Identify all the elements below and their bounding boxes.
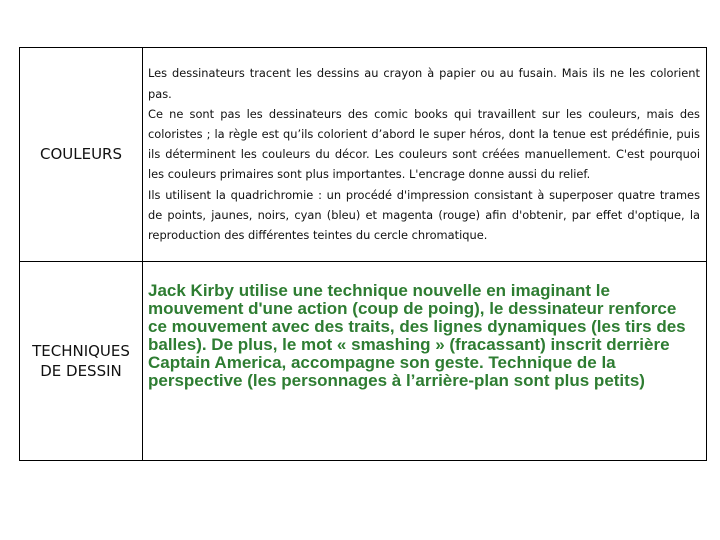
content-table: [19, 47, 707, 461]
table-row-techniques: [20, 261, 707, 460]
paragraph: Jack Kirby utilise une technique nouvelle en imaginant le mouvement d'une action (coup de poing), le dessinateur renforce ce mouvement avec des traits, des lignes dynamiques (les tirs des balles). De plus, le mot « smashing » (fracassant) inscrit derrière Captain America, accompagne son geste. Technique de la perspective (les personnages à l’arrière-plan sont plus petits): [148, 280, 686, 390]
paragraph: Ce ne sont pas les dessinateurs des comic books qui travaillent sur les couleurs, mais des coloristes ; la règle est qu’ils colorient d’abord le super héros, dont la tenue est prédéfinie, puis ils déterminent les couleurs du décor. Les couleurs sont créées manuellement. C'est pourquoi les couleurs primaires sont plus importantes. L'encrage donne aussi du relief.: [148, 106, 700, 182]
row-label-couleurs: COULEURS: [20, 48, 143, 262]
paragraph: Les dessinateurs tracent les dessins au crayon à papier ou au fusain. Mais ils ne les colorient pas.: [148, 66, 700, 101]
table-row-couleurs: [20, 48, 707, 262]
row-text-techniques: [143, 261, 707, 460]
paragraph: Ils utilisent la quadrichromie : un procédé d'impression consistant à superposer quatre trames de points, jaunes, noirs, cyan (bleu) et magenta (rouge) afin d'obtenir, par effet d'optique, la reproduction des différentes teintes du cercle chromatique.: [148, 187, 700, 242]
row-text-couleurs: [143, 48, 707, 262]
row-label-techniques-text: TECHNIQUES DE DESSIN: [32, 341, 130, 380]
row-label-techniques: [20, 261, 143, 460]
